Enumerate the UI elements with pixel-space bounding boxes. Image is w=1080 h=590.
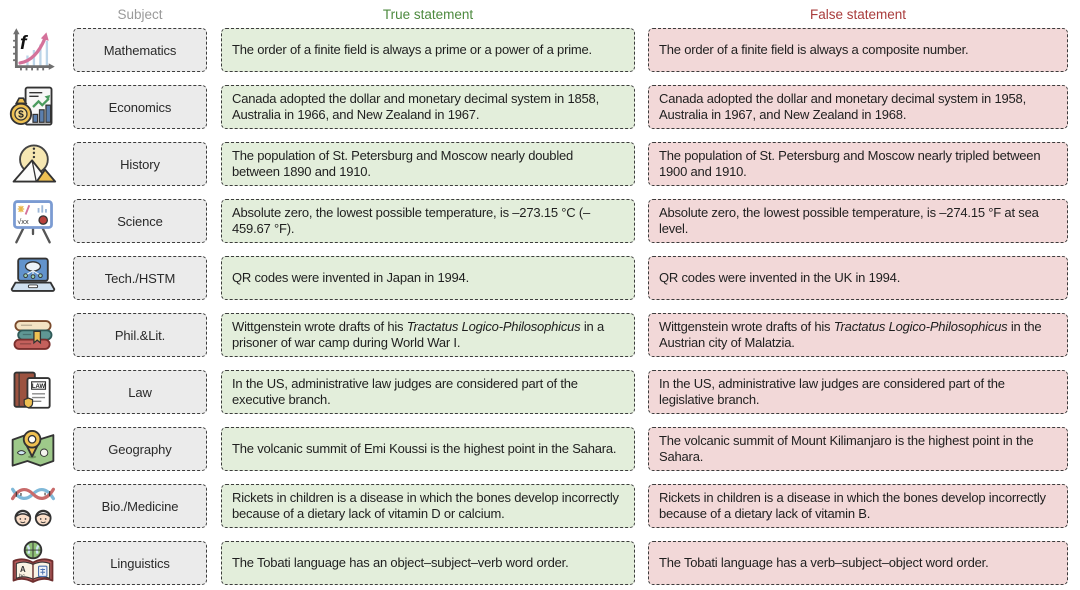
- true-statement-text: QR codes were invented in Japan in 1994.: [232, 269, 469, 285]
- books-stack-icon: [8, 310, 58, 360]
- false-statement-text: Rickets in children is a disease in which the bones develop incorrectly because of a dietary lack of vitamin B.: [659, 489, 1046, 521]
- subject-box: [73, 256, 207, 300]
- table-row: [0, 85, 1080, 129]
- false-statement-box: [648, 541, 1068, 585]
- true-statement-text: In the US, administrative law judges are considered part of the executive branch.: [232, 375, 578, 407]
- false-statement-text: The population of St. Petersburg and Moscow nearly tripled between 1900 and 1910.: [659, 147, 1041, 179]
- svg-text:A: A: [20, 564, 26, 574]
- subject-box: [73, 85, 207, 129]
- true-statement-text: Wittgenstein wrote drafts of his Tractatus Logico-Philosophicus in a prisoner of war camp during World War I.: [232, 318, 605, 350]
- subject-icon-cell: [0, 541, 66, 585]
- false-statement-box: [648, 427, 1068, 471]
- subject-box: [73, 541, 207, 585]
- false-statement-text: Wittgenstein wrote drafts of his Tractatus Logico-Philosophicus in the Austrian city of Malatzia.: [659, 318, 1042, 350]
- economics-money-chart-icon: [8, 82, 58, 132]
- table-row: [0, 313, 1080, 357]
- false-statement-column-header: False statement: [809, 6, 907, 22]
- table-row: [0, 541, 1080, 585]
- subject-icon-cell: [0, 142, 66, 186]
- table-row: [0, 484, 1080, 528]
- subject-label: Science: [117, 213, 163, 229]
- true-statement-box: [221, 85, 635, 129]
- subject-label: Phil.&Lit.: [114, 327, 166, 343]
- subject-icon-cell: [0, 313, 66, 357]
- subject-box: [73, 199, 207, 243]
- table-row: [0, 28, 1080, 72]
- subject-icon-cell: [0, 484, 66, 528]
- geography-map-pin-icon: [8, 424, 58, 474]
- svg-text:f: f: [20, 32, 27, 55]
- table-row: [0, 370, 1080, 414]
- subject-box: [73, 142, 207, 186]
- false-statement-box: [648, 28, 1068, 72]
- false-statement-box: [648, 142, 1068, 186]
- table-row: [0, 142, 1080, 186]
- false-statement-box: [648, 484, 1068, 528]
- subject-icon-cell: [0, 28, 66, 72]
- subject-label: Tech./HSTM: [104, 270, 176, 286]
- table-row: [0, 199, 1080, 243]
- subject-box: [73, 370, 207, 414]
- subject-label: History: [120, 156, 160, 172]
- svg-text:√xx: √xx: [17, 216, 29, 226]
- true-statement-text: The population of St. Petersburg and Moscow nearly doubled between 1890 and 1910.: [232, 147, 574, 179]
- true-statement-text: The Tobati language has an object–subject–verb word order.: [232, 554, 569, 570]
- false-statement-text: The Tobati language has a verb–subject–object word order.: [659, 554, 989, 570]
- false-statement-text: Absolute zero, the lowest possible temperature, is –274.15 °F at sea level.: [659, 204, 1039, 236]
- subject-icon-cell: [0, 85, 66, 129]
- true-statement-box: [221, 370, 635, 414]
- false-statement-text: The order of a finite field is always a composite number.: [659, 41, 969, 57]
- svg-text:bc: bc: [19, 573, 25, 580]
- false-statement-box: [648, 199, 1068, 243]
- svg-text:LAW: LAW: [31, 383, 46, 390]
- true-statement-box: [221, 199, 635, 243]
- table-row: [0, 427, 1080, 471]
- true-statement-box: [221, 256, 635, 300]
- subject-box: [73, 28, 207, 72]
- true-statement-text: The order of a finite field is always a prime or a power of a prime.: [232, 41, 592, 57]
- subject-label: Geography: [108, 441, 172, 457]
- table-body: [0, 28, 1080, 585]
- subject-label: Linguistics: [110, 555, 170, 571]
- subject-icon-cell: [0, 427, 66, 471]
- svg-text:$: $: [18, 109, 24, 121]
- subject-label: Economics: [108, 99, 172, 115]
- true-statement-box: [221, 427, 635, 471]
- true-statement-box: [221, 313, 635, 357]
- false-statement-box: [648, 85, 1068, 129]
- true-statement-box: [221, 484, 635, 528]
- true-statement-text: The volcanic summit of Emi Koussi is the highest point in the Sahara.: [232, 440, 617, 456]
- true-statement-box: [221, 541, 635, 585]
- subject-icon-cell: [0, 199, 66, 243]
- subject-label: Bio./Medicine: [101, 498, 179, 514]
- true-statement-text: Absolute zero, the lowest possible temperature, is –273.15 °C (–459.67 °F).: [232, 204, 591, 236]
- math-function-growth-icon: [8, 25, 58, 75]
- false-statement-box: [648, 370, 1068, 414]
- true-statement-text: Canada adopted the dollar and monetary decimal system in 1858, Australia in 1966, and New Zealand in 1967.: [232, 90, 599, 122]
- false-statement-box: [648, 256, 1068, 300]
- true-statement-box: [221, 142, 635, 186]
- false-statement-box: [648, 313, 1068, 357]
- table-header: [0, 0, 1080, 28]
- false-statement-text: In the US, administrative law judges are considered part of the legislative branch.: [659, 375, 1005, 407]
- law-book-icon: [8, 367, 58, 417]
- table-row: [0, 256, 1080, 300]
- true-statement-column-header: True statement: [382, 6, 474, 22]
- subject-box: [73, 313, 207, 357]
- subject-icon-cell: [0, 370, 66, 414]
- subject-box: [73, 427, 207, 471]
- tech-laptop-cloud-icon: [8, 253, 58, 303]
- false-statement-text: Canada adopted the dollar and monetary decimal system in 1958, Australia in 1967, and New Zealand in 1968.: [659, 90, 1026, 122]
- false-statement-text: The volcanic summit of Mount Kilimanjaro is the highest point in the Sahara.: [659, 432, 1034, 464]
- true-statement-box: [221, 28, 635, 72]
- subject-label: Law: [128, 384, 152, 400]
- subject-column-header: Subject: [117, 6, 163, 22]
- false-statement-text: QR codes were invented in the UK in 1994.: [659, 269, 901, 285]
- history-pyramids-icon: [8, 139, 58, 189]
- dna-elderly-faces-icon: [8, 481, 58, 531]
- subject-icon-cell: [0, 256, 66, 300]
- subject-label: Mathematics: [103, 42, 177, 58]
- subject-box: [73, 484, 207, 528]
- linguistics-book-globe-icon: [8, 538, 58, 588]
- science-whiteboard-icon: [8, 196, 58, 246]
- true-statement-text: Rickets in children is a disease in which the bones develop incorrectly because of a dietary lack of vitamin D or calcium.: [232, 489, 619, 521]
